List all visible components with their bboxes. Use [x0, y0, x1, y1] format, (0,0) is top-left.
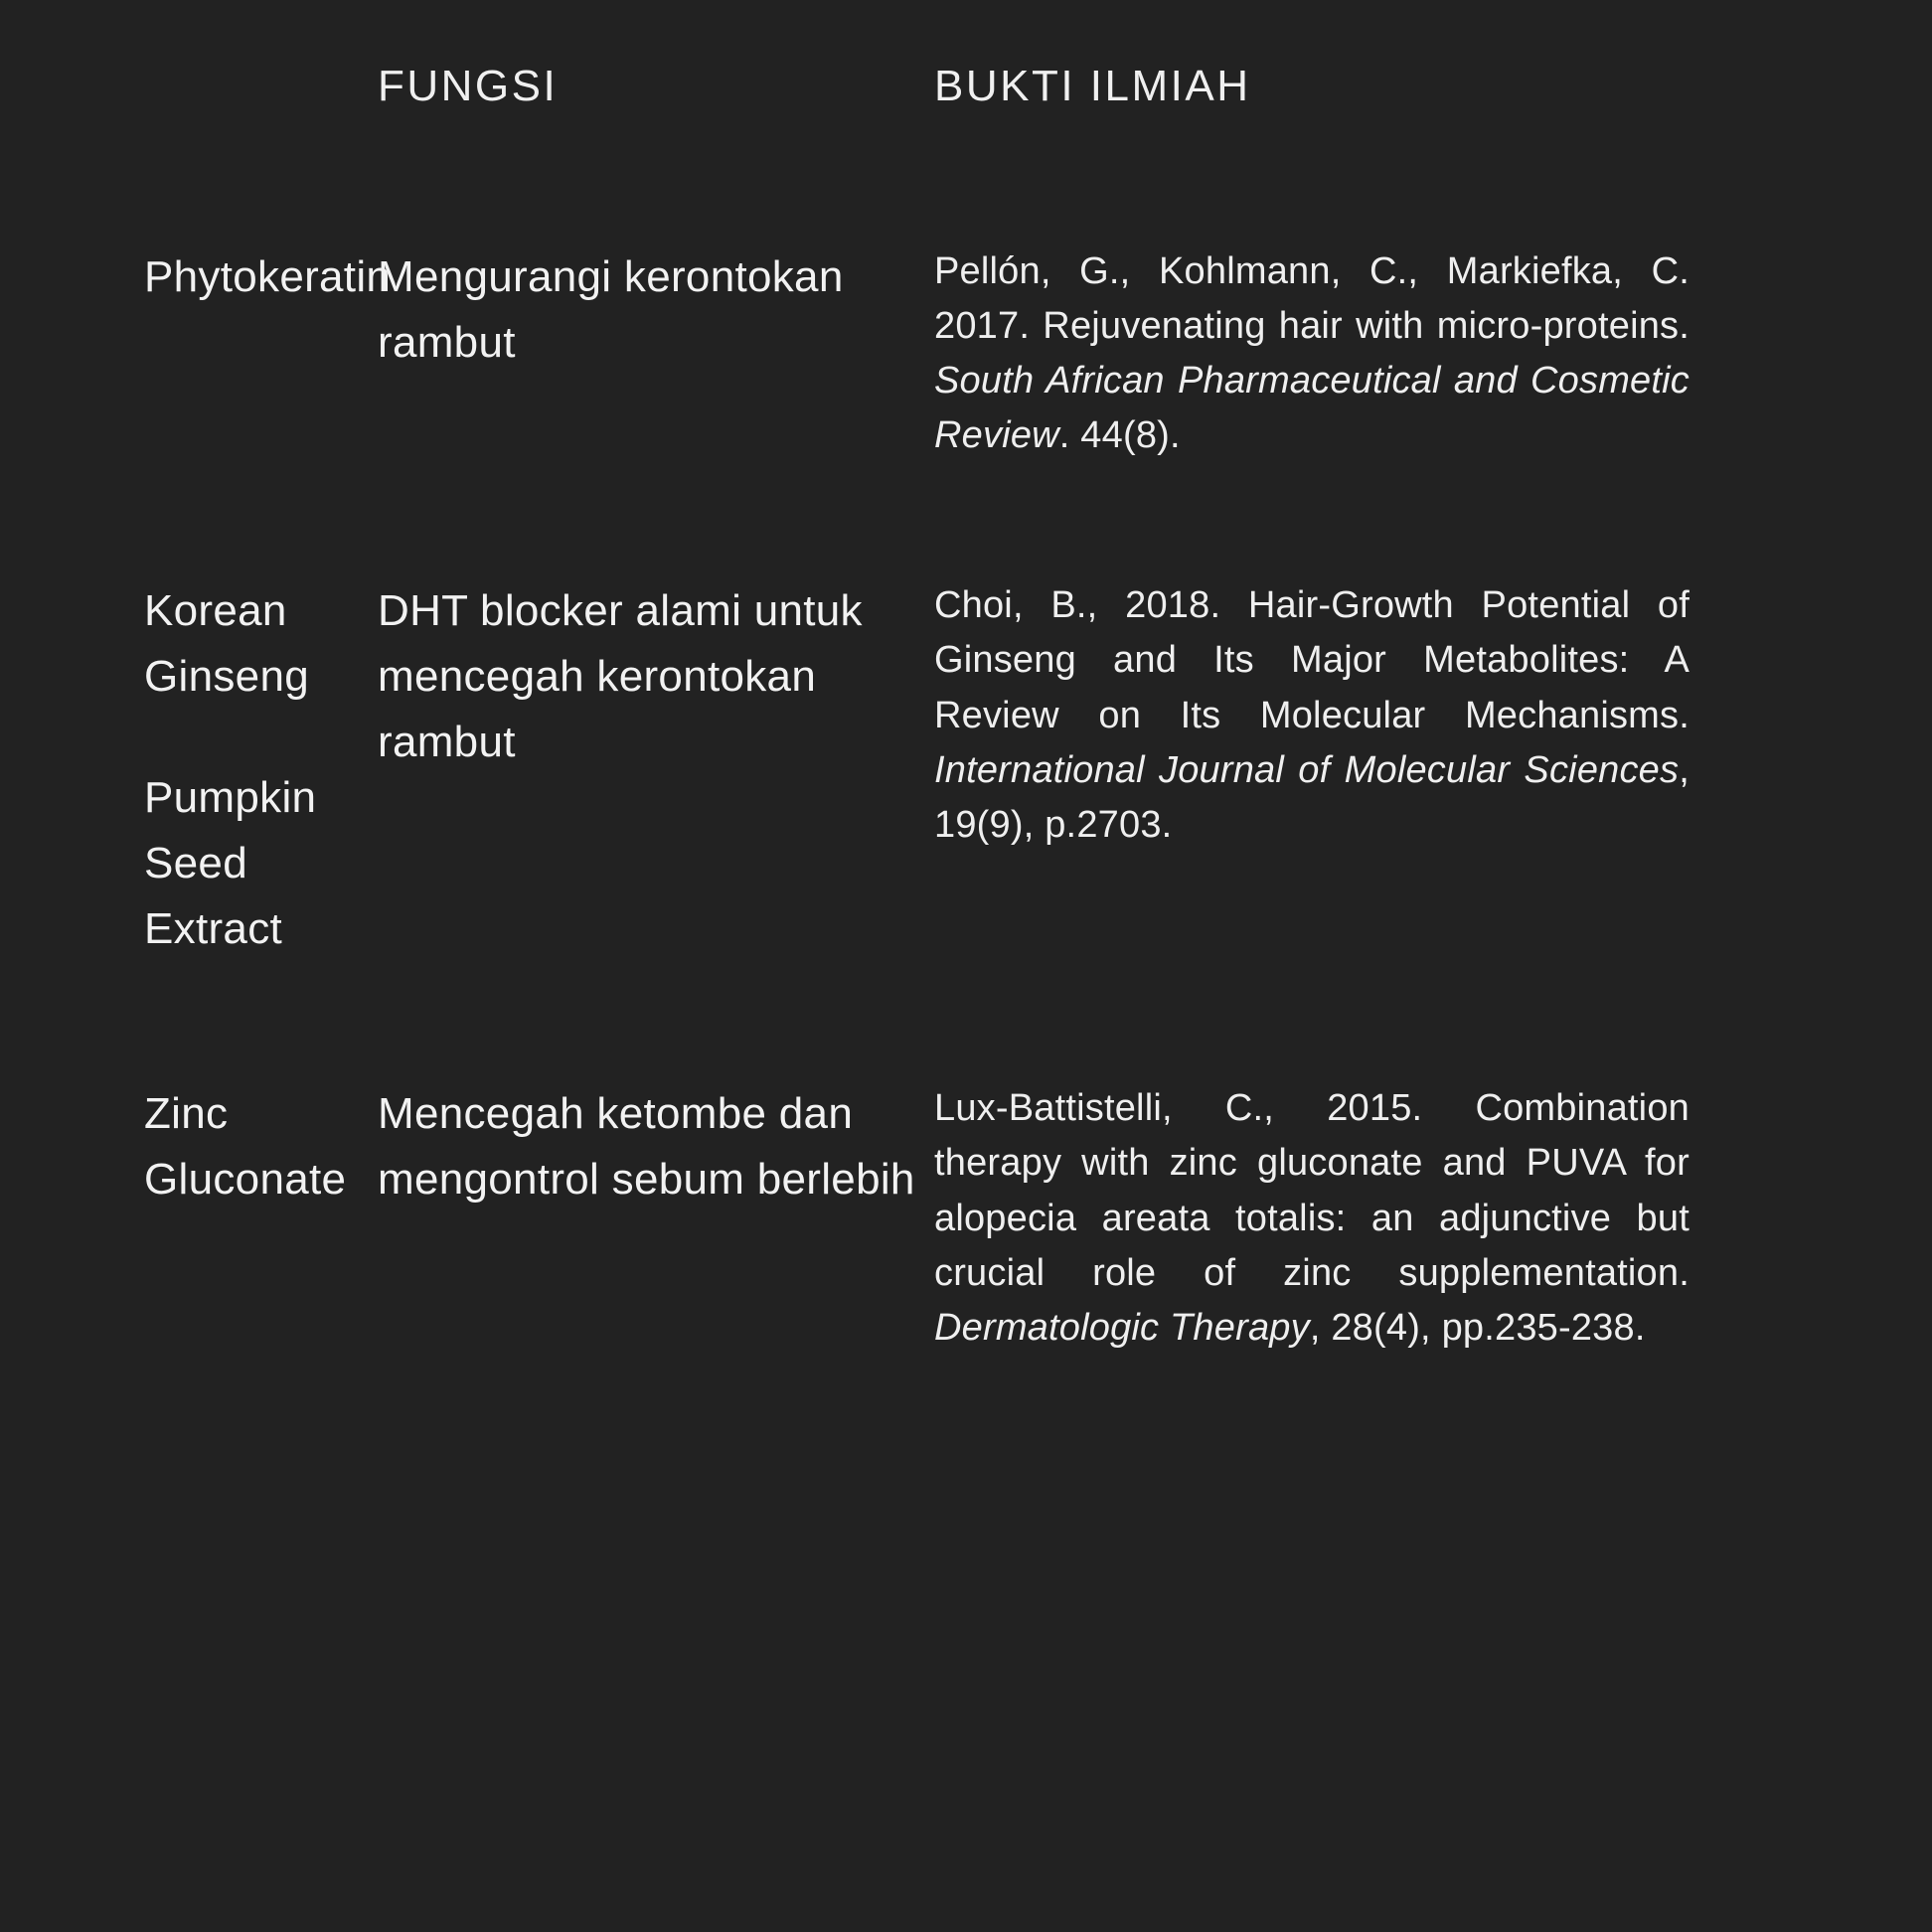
column-header-fungsi: FUNGSI: [378, 62, 559, 110]
table-row: [0, 244, 1932, 463]
table-header-row: [0, 0, 1932, 231]
column-header-bukti-ilmiah: BUKTI ILMIAH: [934, 62, 1251, 110]
function-cell: DHT blocker alami untuk mencegah kerontokan rambut: [378, 586, 863, 767]
evidence-citation-cell: Lux-Battistelli, C., 2015. Combination therapy with zinc gluconate and PUVA for alopecia areata totalis: an adjunctive but crucial role of zinc supplementation. Dermatologic Therapy, 28(4), pp.235-238.: [934, 1087, 1690, 1349]
ingredient-name: Pumpkin Seed Extract: [144, 773, 317, 954]
evidence-citation-cell: Pellón, G., Kohlmann, C., Markiefka, C. 2017. Rejuvenating hair with micro-proteins. South African Pharmaceutical and Cosmetic Review. 44(8).: [934, 250, 1690, 457]
ingredient-name: Korean Ginseng: [144, 586, 309, 702]
table-row: [0, 578, 1932, 962]
function-cell: Mencegah ketombe dan mengontrol sebum berlebih: [378, 1089, 915, 1205]
ingredient-name: Phytokeratin: [144, 252, 392, 301]
ingredient-name: Zinc Gluconate: [144, 1089, 347, 1205]
function-cell: Mengurangi kerontokan rambut: [378, 252, 844, 367]
evidence-citation-cell: Choi, B., 2018. Hair-Growth Potential of Ginseng and Its Major Metabolites: A Review on Its Molecular Mechanisms. International Journal of Molecular Sciences, 19(9), p.2703.: [934, 584, 1690, 846]
table-row: [0, 1081, 1932, 1355]
ingredient-names-cell: [0, 244, 392, 310]
ingredient-names-cell: [0, 1081, 378, 1212]
ingredient-names-cell: [0, 578, 378, 962]
